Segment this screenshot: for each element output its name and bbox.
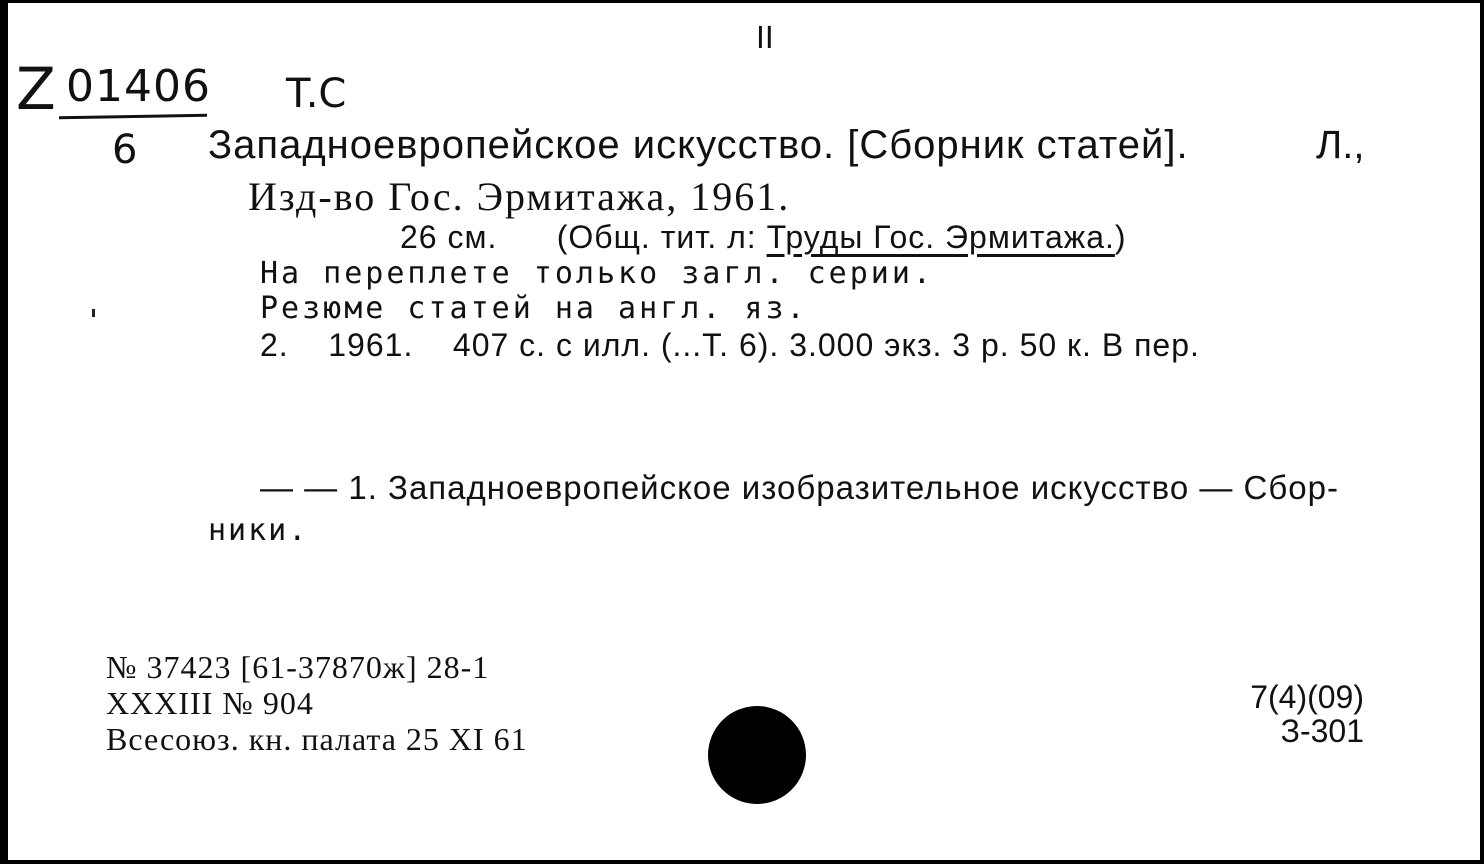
shelfmark-denominator: 6	[112, 127, 138, 173]
registration-series: XXXIII № 904	[106, 685, 314, 721]
publisher: Изд-во Гос. Эрмитажа, 1961.	[248, 174, 791, 219]
subject-heading: — — 1. Западноевропейское изобразительное искусство — Сбор-	[260, 469, 1339, 506]
subject-heading-continued: ники.	[208, 513, 309, 548]
physical-size-line	[400, 219, 1127, 256]
shelfmark-number: 01406	[66, 61, 211, 112]
classification-index: 7(4)(09)	[1250, 679, 1364, 715]
scan-speck	[92, 309, 95, 317]
shelfmark-prefix: Z	[16, 55, 56, 123]
top-mark: II	[756, 21, 774, 56]
book-title: Западноевропейское искусство. [Сборник статей].	[208, 123, 1189, 167]
note-binding: На переплете только загл. серии.	[260, 256, 934, 291]
author-mark: З-301	[1280, 713, 1364, 749]
registration-number: № 37423 [61-37870ж] 28-1	[106, 649, 490, 685]
punch-hole	[708, 706, 806, 804]
registration-chamber: Всесоюз. кн. палата 25 XI 61	[106, 721, 528, 757]
physical-description: 2. 1961. 407 с. с илл. (...Т. 6). 3.000 экз. 3 р. 50 к. В пер.	[260, 327, 1200, 363]
publication-place: Л.,	[1316, 123, 1365, 167]
series-title: Труды Гос. Эрмитажа.	[766, 219, 1115, 255]
scan-edge	[4, 3, 8, 860]
note-summary: Резюме статей на англ. яз.	[260, 291, 808, 326]
series-suffix: )	[1114, 219, 1127, 255]
size: 26 см.	[400, 219, 498, 255]
series-prefix: (Общ. тит. л:	[556, 219, 757, 255]
shelfmark-annotation: T.C	[286, 71, 347, 117]
shelfmark-fraction-line	[59, 114, 207, 120]
